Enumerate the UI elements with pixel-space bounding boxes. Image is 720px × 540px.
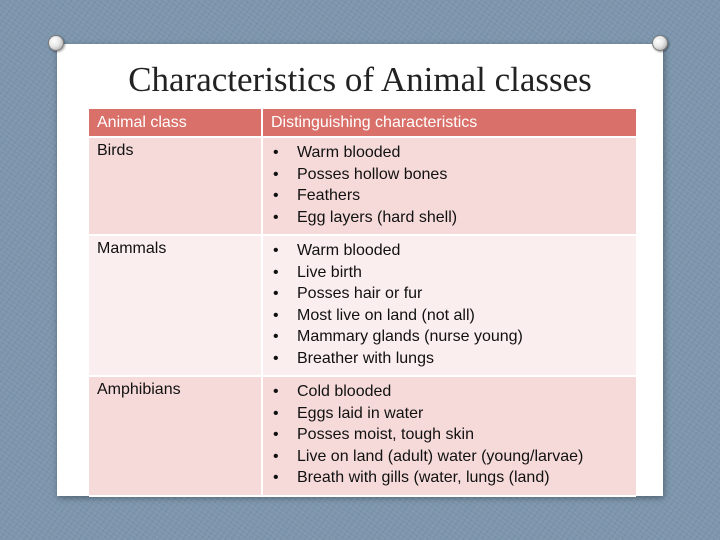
list-item: • Mammary glands (nurse young)	[271, 326, 630, 348]
animal-class-cell: Birds	[89, 138, 263, 236]
characteristics-cell	[263, 138, 636, 236]
table-row	[89, 138, 636, 236]
list-item: • Most live on land (not all)	[271, 305, 630, 327]
list-item: • Egg layers (hard shell)	[271, 207, 630, 229]
list-item: • Live birth	[271, 262, 630, 284]
list-item: • Feathers	[271, 185, 630, 207]
list-item: • Breather with lungs	[271, 348, 630, 370]
table-header-row	[89, 109, 636, 138]
pushpin-icon	[652, 35, 668, 51]
slide-title: Characteristics of Animal classes	[128, 60, 592, 99]
table-row	[89, 236, 636, 377]
characteristics-table	[89, 109, 636, 497]
characteristics-cell	[263, 236, 636, 377]
table-row	[89, 377, 636, 497]
animal-class-cell: Amphibians	[89, 377, 263, 497]
list-item: • Posses moist, tough skin	[271, 424, 630, 446]
list-item: • Eggs laid in water	[271, 403, 630, 425]
pushpin-icon	[48, 35, 64, 51]
characteristics-list	[271, 142, 630, 228]
list-item: • Posses hollow bones	[271, 164, 630, 186]
list-item: • Cold blooded	[271, 381, 630, 403]
characteristics-cell	[263, 377, 636, 497]
list-item: • Breath with gills (water, lungs (land)	[271, 467, 630, 489]
animal-class-cell: Mammals	[89, 236, 263, 377]
column-header-characteristics: Distinguishing characteristics	[263, 109, 636, 138]
column-header-animal-class: Animal class	[89, 109, 263, 138]
list-item: • Posses hair or fur	[271, 283, 630, 305]
list-item: • Warm blooded	[271, 240, 630, 262]
list-item: • Warm blooded	[271, 142, 630, 164]
characteristics-list	[271, 240, 630, 369]
characteristics-list	[271, 381, 630, 489]
list-item: • Live on land (adult) water (young/larvae)	[271, 446, 630, 468]
